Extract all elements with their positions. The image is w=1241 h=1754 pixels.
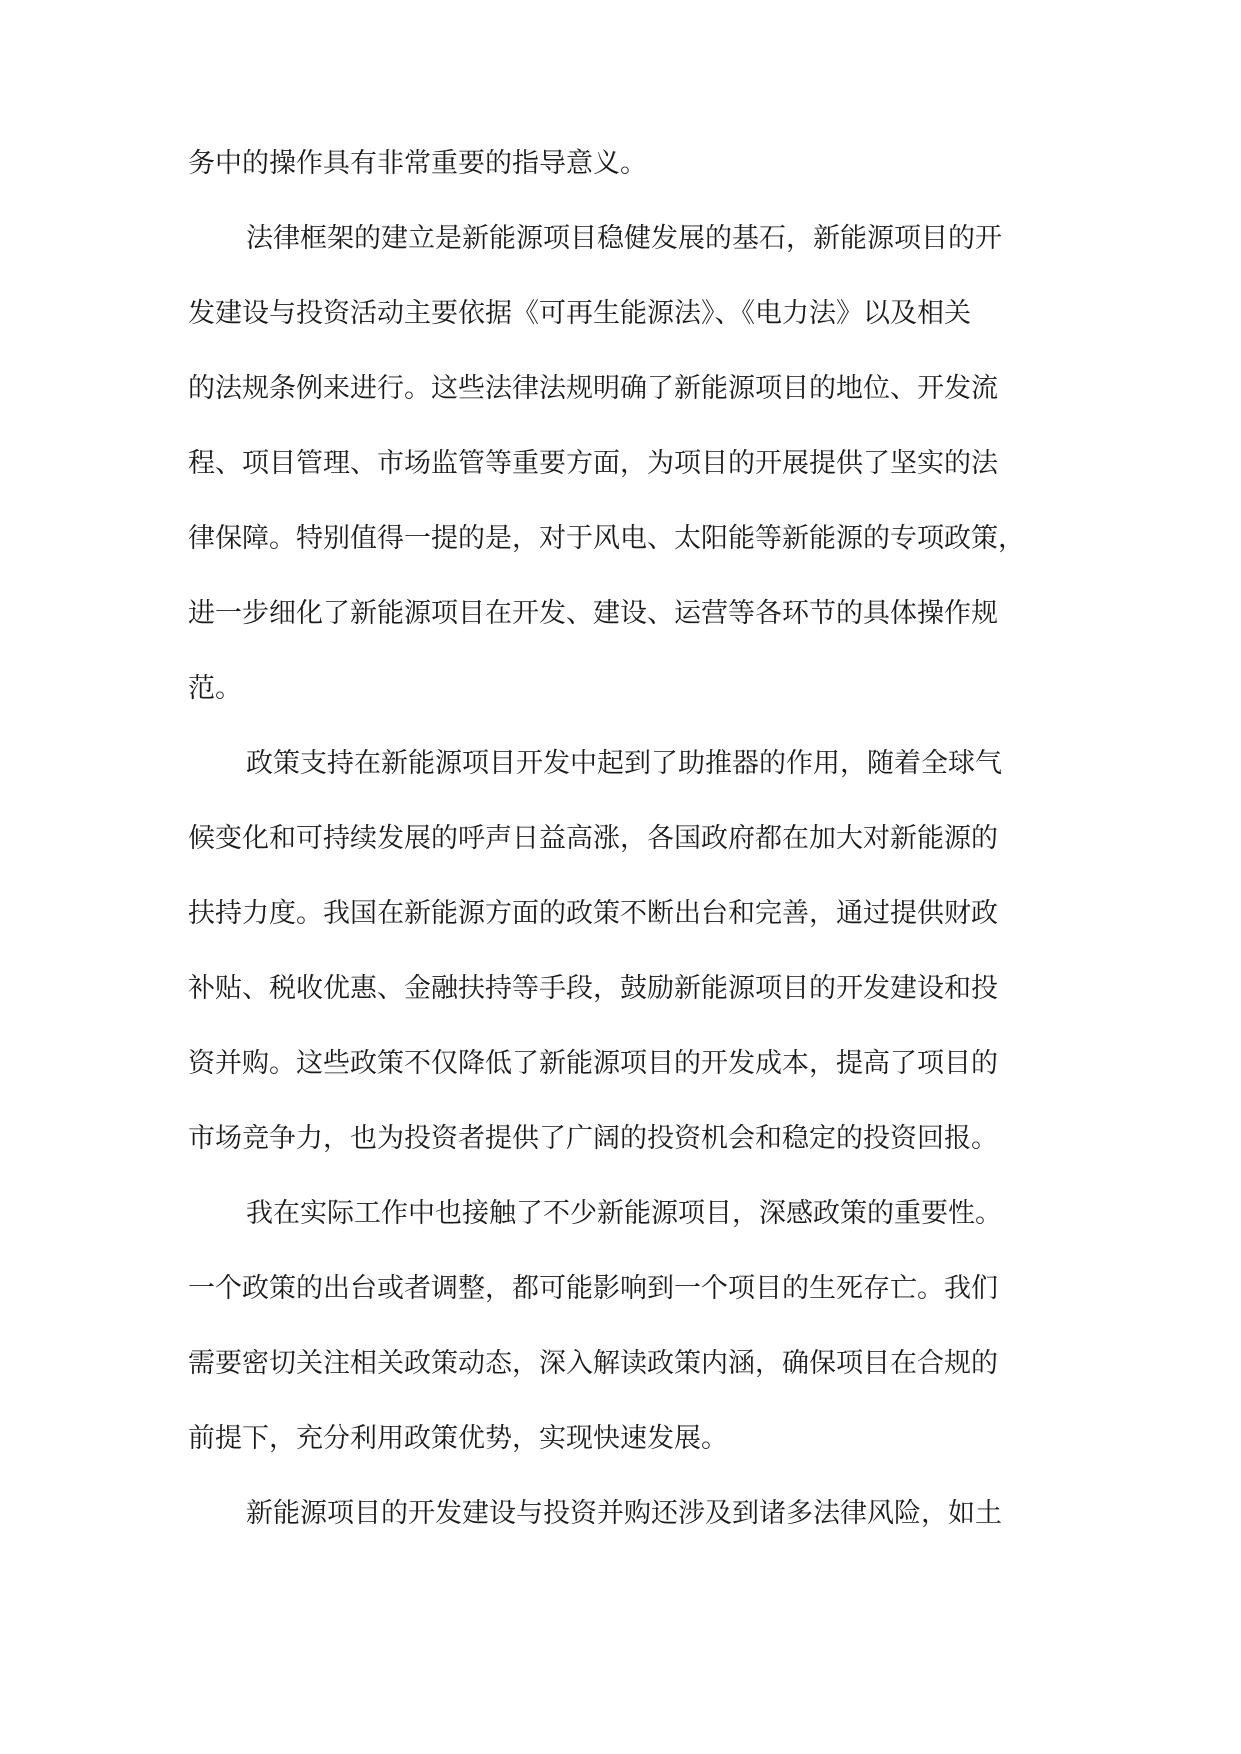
body-text [188,148,1058,1573]
text-line: 我在实际工作中也接触了不少新能源项目，深感政策的重要性。 [246,1198,1002,1229]
text-line: 范。 [188,673,242,704]
text-line: 候变化和可持续发展的呼声日益高涨，各国政府都在加大对新能源的 [188,823,998,854]
text-line: 补贴、税收优惠、金融扶持等手段，鼓励新能源项目的开发建设和投 [188,973,998,1004]
text-line: 律保障。特别值得一提的是，对于风电、太阳能等新能源的专项政策， [188,523,1025,554]
text-line: 新能源项目的开发建设与投资并购还涉及到诸多法律风险，如土 [246,1498,1002,1529]
text-line: 程、项目管理、市场监管等重要方面，为项目的开展提供了坚实的法 [188,448,998,479]
text-line: 市场竞争力，也为投资者提供了广阔的投资机会和稳定的投资回报。 [188,1123,998,1154]
text-line: 前提下，充分利用政策优势，实现快速发展。 [188,1423,728,1454]
text-line: 一个政策的出台或者调整，都可能影响到一个项目的生死存亡。我们 [188,1273,998,1304]
text-line: 需要密切关注相关政策动态，深入解读政策内涵，确保项目在合规的 [188,1348,998,1379]
text-line: 扶持力度。我国在新能源方面的政策不断出台和完善，通过提供财政 [188,898,998,929]
text-line: 的法规条例来进行。这些法律法规明确了新能源项目的地位、开发流 [188,373,998,404]
text-line: 进一步细化了新能源项目在开发、建设、运营等各环节的具体操作规 [188,598,998,629]
text-line: 法律框架的建立是新能源项目稳健发展的基石，新能源项目的开 [246,223,1002,254]
text-line: 资并购。这些政策不仅降低了新能源项目的开发成本，提高了项目的 [188,1048,998,1079]
text-line: 政策支持在新能源项目开发中起到了助推器的作用，随着全球气 [246,748,1002,779]
text-line: 发建设与投资活动主要依据《可再生能源法》、《电力法》以及相关 [188,298,971,329]
text-line: 务中的操作具有非常重要的指导意义。 [188,148,647,179]
